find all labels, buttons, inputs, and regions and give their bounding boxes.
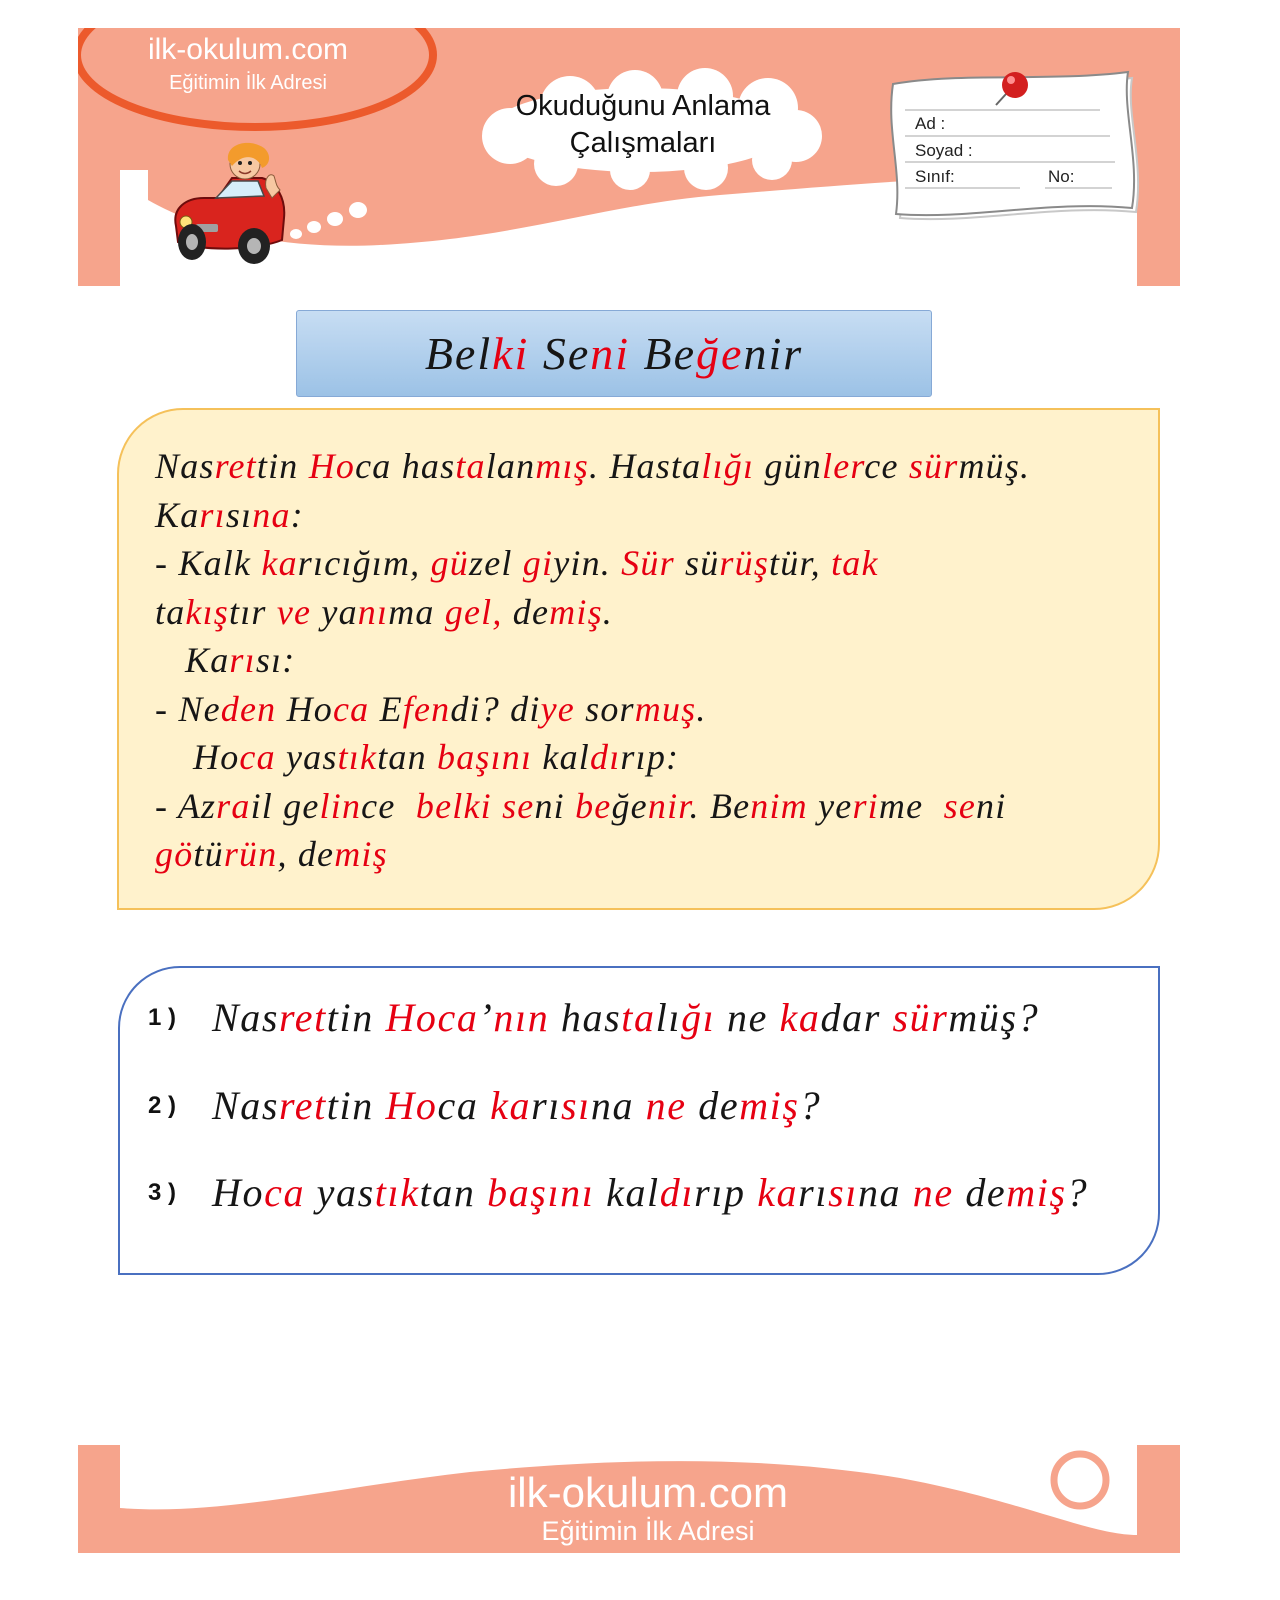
highlighted-syllable: sı <box>560 1083 591 1128</box>
story-line-5 <box>155 636 1158 685</box>
plain-syllable: me <box>878 785 944 826</box>
plain-syllable: müş. <box>958 446 1031 486</box>
plain-syllable: ? <box>1066 1170 1089 1215</box>
highlighted-syllable: kış <box>185 591 229 632</box>
plain-syllable: kal <box>594 1170 660 1215</box>
plain-syllable: ni <box>976 785 1007 826</box>
highlighted-syllable: ğe <box>696 328 744 379</box>
plain-syllable: ta <box>155 591 186 632</box>
story-line-3 <box>155 539 1158 588</box>
plain-syllable: ce <box>361 785 416 826</box>
question-2 <box>120 1076 1158 1136</box>
story-line-6 <box>155 685 1158 734</box>
question-number: 3 ) <box>148 1179 177 1206</box>
plain-syllable: na <box>590 1083 646 1128</box>
highlighted-syllable: tık <box>337 737 378 777</box>
logo-slogan: Eğitimin İlk Adresi <box>169 72 327 94</box>
story-box <box>117 408 1160 910</box>
plain-syllable: . Be <box>689 785 751 826</box>
highlighted-syllable: rün <box>223 834 278 874</box>
number-label: No: <box>1048 167 1075 186</box>
plain-syllable: Ho <box>212 1170 265 1215</box>
highlighted-syllable: nın <box>493 995 550 1040</box>
highlighted-syllable: ni <box>590 328 631 379</box>
highlighted-syllable: sür <box>892 995 949 1040</box>
plain-syllable: rıcığım, <box>297 543 431 583</box>
question-number: 2 ) <box>148 1092 177 1119</box>
plain-syllable: E <box>369 688 403 729</box>
plain-syllable: ni <box>534 785 576 826</box>
plain-syllable: sor <box>574 688 635 729</box>
highlighted-syllable: ye <box>540 688 575 729</box>
highlighted-syllable: ta <box>621 995 656 1040</box>
highlighted-syllable: Ho <box>385 1083 438 1128</box>
logo-site-name: ilk-okulum.com <box>147 33 349 66</box>
highlighted-syllable: ne <box>912 1170 954 1215</box>
highlighted-syllable: rı <box>229 640 256 680</box>
plain-syllable: ? <box>799 1083 822 1128</box>
plain-syllable: Nas <box>155 446 215 486</box>
plain-syllable: tır <box>229 591 277 632</box>
plain-syllable: rı <box>531 1083 561 1128</box>
highlighted-syllable: den <box>220 688 277 729</box>
highlighted-syllable: gö <box>155 834 194 874</box>
plain-syllable: ya <box>311 591 358 632</box>
highlighted-syllable: ka <box>261 543 298 583</box>
plain-syllable: ce <box>864 446 909 486</box>
plain-syllable: . <box>696 688 707 729</box>
plain-syllable: de <box>502 591 550 632</box>
plain-syllable: Nas <box>212 1083 280 1128</box>
plain-syllable: müş? <box>948 995 1040 1040</box>
highlighted-syllable: başını <box>437 737 533 777</box>
question-number: 1 ) <box>148 1004 177 1031</box>
footer-circle-icon <box>1054 1454 1106 1506</box>
plain-syllable: has <box>549 995 622 1040</box>
highlighted-syllable: ca <box>264 1170 306 1215</box>
highlighted-syllable: Sür <box>621 543 675 583</box>
highlighted-syllable: ret <box>279 1083 327 1128</box>
highlighted-syllable: Ho <box>308 446 356 486</box>
plain-syllable: , de <box>277 834 335 874</box>
highlighted-syllable: nı <box>357 591 389 632</box>
plain-syllable: . <box>602 591 613 632</box>
surname-label: Soyad : <box>915 141 973 160</box>
plain-syllable: ğe <box>611 785 648 826</box>
highlighted-syllable: rüş <box>719 543 770 583</box>
questions-box <box>118 966 1160 1275</box>
highlighted-syllable: fen <box>402 688 451 729</box>
highlighted-syllable: gi <box>522 543 554 583</box>
highlighted-syllable: muş <box>634 688 697 729</box>
worksheet-title-box <box>296 310 932 397</box>
question-text <box>212 1163 1088 1223</box>
story-line-2 <box>155 491 1158 540</box>
worksheet-title <box>425 328 803 379</box>
story-line-8 <box>155 782 1158 831</box>
plain-syllable: ye <box>807 785 853 826</box>
highlighted-syllable: ler <box>822 446 865 486</box>
plain-syllable: Ho <box>193 737 240 777</box>
plain-syllable: ne <box>715 995 780 1040</box>
class-label: Sınıf: <box>915 167 955 186</box>
highlighted-syllable: gü <box>430 543 469 583</box>
highlighted-syllable: ka <box>490 1083 532 1128</box>
header-title-line-1: Okuduğunu Anlama <box>515 90 771 122</box>
highlighted-syllable: sür <box>908 446 959 486</box>
highlighted-syllable: nim <box>750 785 808 826</box>
plain-syllable: Se <box>529 328 591 379</box>
plain-syllable: sı: <box>255 640 296 680</box>
highlighted-syllable: ki <box>492 328 530 379</box>
highlighted-syllable: rı <box>199 494 226 535</box>
highlighted-syllable: miş <box>334 834 388 874</box>
question-1 <box>120 988 1158 1048</box>
highlighted-syllable: ca <box>239 737 276 777</box>
story-line-9 <box>155 830 1158 879</box>
highlighted-syllable: ri <box>852 785 879 826</box>
plain-syllable: de <box>686 1083 740 1128</box>
plain-syllable: nir <box>743 328 804 379</box>
highlighted-syllable: sı <box>828 1170 858 1215</box>
plain-syllable: tan <box>377 737 437 777</box>
plain-syllable: zel <box>468 543 523 583</box>
plain-syllable: de <box>953 1170 1007 1215</box>
highlighted-syllable: mış <box>535 446 589 486</box>
highlighted-syllable: ka <box>779 995 821 1040</box>
highlighted-syllable: be <box>575 785 612 826</box>
highlighted-syllable: miş <box>549 591 603 632</box>
plain-syllable: sü <box>674 543 720 583</box>
plain-syllable: yas <box>305 1170 375 1215</box>
plain-syllable: Ka <box>185 640 230 680</box>
highlighted-syllable: başını <box>487 1170 595 1215</box>
plain-syllable: rı <box>798 1170 829 1215</box>
plain-syllable: - Az <box>155 785 217 826</box>
plain-syllable: lı <box>655 995 682 1040</box>
plain-syllable: Bel <box>424 328 493 379</box>
highlighted-syllable: se <box>943 785 977 826</box>
highlighted-syllable: tak <box>831 543 879 583</box>
header-title-line-2: Çalışmaları <box>569 127 717 159</box>
plain-syllable: gün <box>754 446 822 486</box>
highlighted-syllable: dı <box>659 1170 695 1215</box>
highlighted-syllable: ret <box>214 446 257 486</box>
question-3 <box>120 1163 1158 1223</box>
highlighted-syllable: lin <box>319 785 362 826</box>
plain-syllable: Be <box>630 328 697 379</box>
highlighted-syllable: ret <box>279 995 327 1040</box>
plain-syllable: di? di <box>450 688 541 729</box>
story-line-4 <box>155 588 1158 637</box>
plain-syllable: rıp <box>694 1170 758 1215</box>
plain-syllable: yin. <box>553 543 622 583</box>
highlighted-syllable: lığı <box>701 446 755 486</box>
plain-syllable: il ge <box>250 785 320 826</box>
highlighted-syllable: dı <box>590 737 621 777</box>
highlighted-syllable: ne <box>645 1083 687 1128</box>
plain-syllable: - Ne <box>155 688 221 729</box>
plain-syllable: . Hasta <box>588 446 702 486</box>
question-text <box>212 988 1039 1048</box>
plain-syllable: tan <box>419 1170 488 1215</box>
plain-syllable: tü <box>193 834 224 874</box>
story-line-7 <box>155 733 1158 782</box>
plain-syllable: na <box>857 1170 913 1215</box>
highlighted-syllable: ka <box>757 1170 799 1215</box>
highlighted-syllable: miş <box>1006 1170 1067 1215</box>
plain-syllable: - Kalk <box>155 543 262 583</box>
plain-syllable: tür, <box>769 543 832 583</box>
plain-syllable: ’ <box>478 995 494 1040</box>
plain-syllable: sı <box>225 494 253 535</box>
highlighted-syllable: miş <box>739 1083 800 1128</box>
highlighted-syllable: ve <box>276 591 312 632</box>
highlighted-syllable: ğı <box>681 995 716 1040</box>
highlighted-syllable: ra <box>216 785 251 826</box>
plain-syllable: ca has <box>355 446 456 486</box>
plain-syllable: Ho <box>276 688 333 729</box>
highlighted-syllable: gel, <box>444 591 503 632</box>
plain-syllable: tin <box>326 995 386 1040</box>
plain-syllable: ma <box>388 591 445 632</box>
plain-syllable: Nas <box>212 995 280 1040</box>
question-text <box>212 1076 821 1136</box>
name-label: Ad : <box>915 114 946 133</box>
plain-syllable: ca <box>437 1083 491 1128</box>
plain-syllable: tin <box>256 446 309 486</box>
story-line-1 <box>155 442 1158 491</box>
footer-slogan: Eğitimin İlk Adresi <box>541 1516 755 1546</box>
plain-syllable: : <box>290 494 304 535</box>
plain-syllable: lan <box>485 446 536 486</box>
highlighted-syllable: na <box>252 494 291 535</box>
plain-syllable: kal <box>532 737 590 777</box>
plain-syllable: rıp: <box>620 737 680 777</box>
highlighted-syllable: belki se <box>415 785 535 826</box>
highlighted-syllable: tık <box>374 1170 420 1215</box>
plain-syllable: Ka <box>155 494 200 535</box>
highlighted-syllable: Hoca <box>385 995 479 1040</box>
highlighted-syllable: ca <box>332 688 370 729</box>
highlighted-syllable: nir <box>647 785 690 826</box>
highlighted-syllable: ta <box>455 446 486 486</box>
plain-syllable: tin <box>326 1083 386 1128</box>
plain-syllable: yas <box>275 737 338 777</box>
footer-site-name: ilk-okulum.com <box>507 1469 789 1516</box>
plain-syllable: dar <box>820 995 893 1040</box>
